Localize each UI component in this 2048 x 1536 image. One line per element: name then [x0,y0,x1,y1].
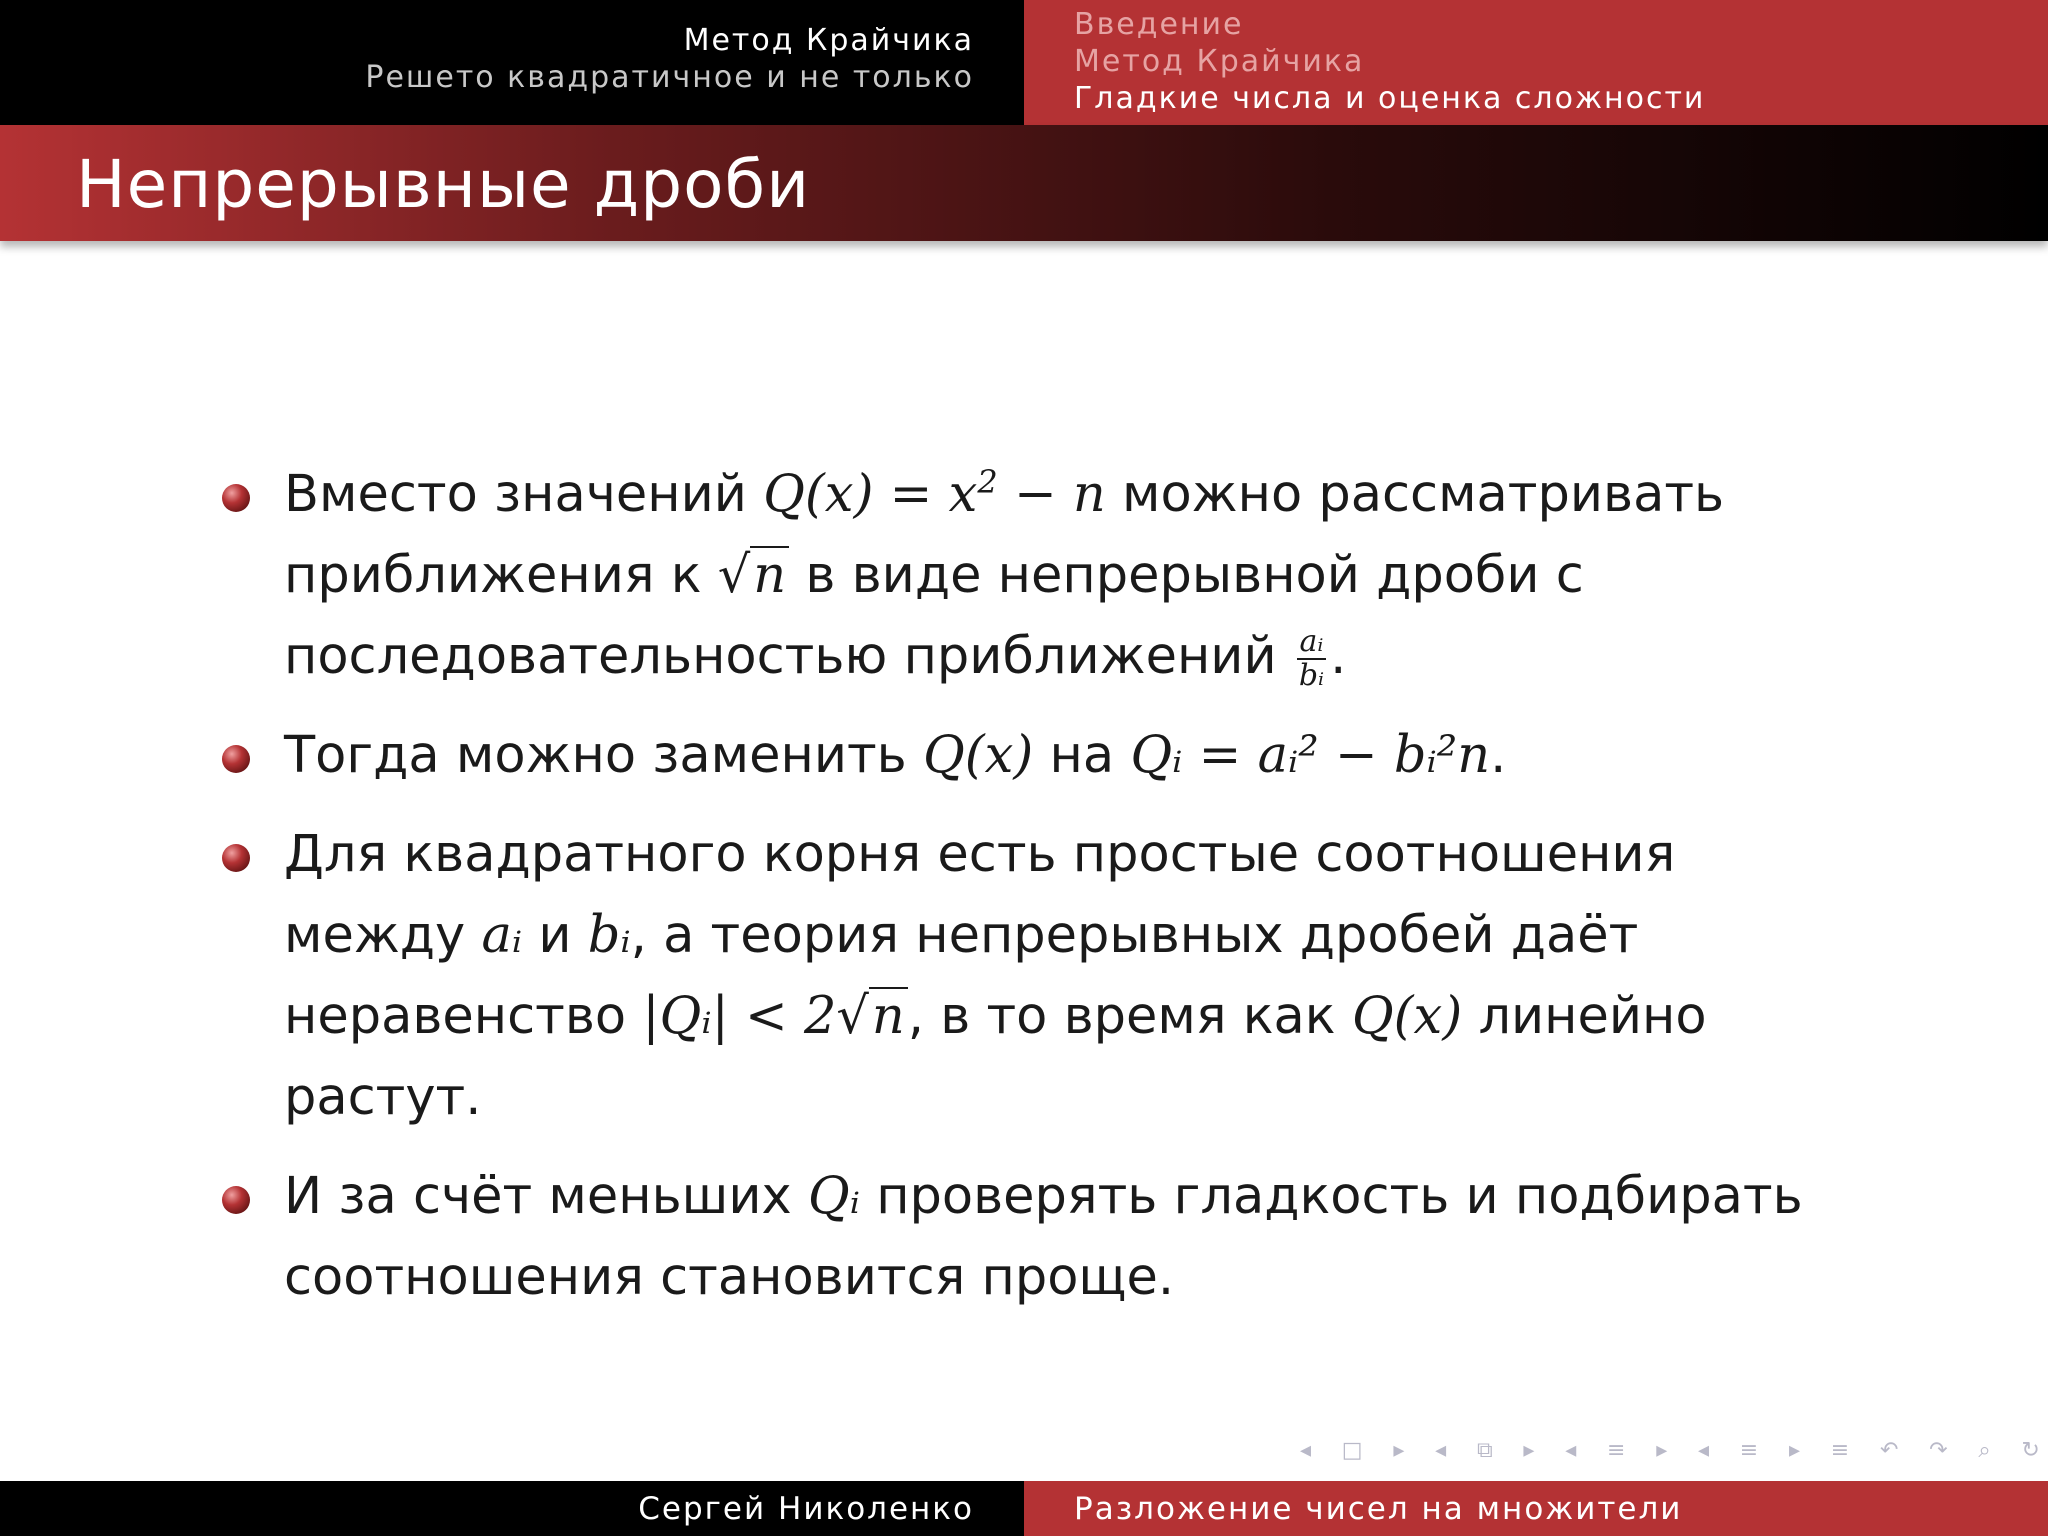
search-icon[interactable]: ⌕ [1978,1438,1991,1463]
bullet-text: на [1049,726,1115,785]
bullet-text: проверять гладкость и подбирать соотношения становится проще. [284,1167,1803,1307]
bullet-list [222,454,1862,1336]
header-bar [0,0,2048,125]
short-title[interactable]: Метод Крайчика [683,23,974,58]
section-link-kraitchik[interactable]: Метод Крайчика [1074,44,1365,79]
footer-author: Сергей Николенко [0,1481,1024,1536]
next-subsection-icon[interactable]: ▸ [1656,1438,1668,1463]
math-expression: Qᵢ [807,1167,860,1226]
bullet-text: можно рассматривать приближения к [284,465,1725,605]
math-expression: Qᵢ = aᵢ² − bᵢ²n [1130,726,1491,785]
bullet-ball-icon [222,745,250,773]
math-expression: Q(x) [1351,987,1463,1046]
bullet-text: И за счёт меньших [284,1167,792,1226]
sqrt-expression: √n [718,546,789,605]
math-text: Q(x) = x [763,465,978,524]
sqrt-argument: n [869,987,908,1045]
sqrt-expression: √n [836,987,907,1046]
slide-body [0,241,2048,1481]
forward-icon[interactable]: ↷ [1929,1438,1948,1463]
bullet-text: и [538,906,572,965]
math-expression: bᵢ [587,906,631,965]
slide-icon[interactable]: □ [1341,1438,1363,1463]
bullet-item [222,814,1862,1138]
bullet-text: . [1490,726,1507,785]
bullet-text: , а теория непрерывных дробей даёт неравенство [284,906,1639,1046]
prev-frame-icon[interactable]: ◂ [1435,1438,1447,1463]
math-superscript: 2 [977,463,998,501]
bullet-text: Для квадратного корня есть простые соотношения между [284,825,1676,965]
frame-title: Непрерывные дроби [76,146,811,223]
section-nav [1024,0,2048,125]
header-left [0,0,1024,125]
section-link-smooth-numbers[interactable]: Гладкие числа и оценка сложности [1074,81,1706,116]
subsection-icon[interactable]: ≡ [1607,1438,1626,1463]
sqrt-argument: n [750,546,789,604]
back-icon[interactable]: ↶ [1879,1438,1899,1463]
document-icon[interactable]: ≡ [1830,1438,1850,1463]
prev-section-icon[interactable]: ◂ [1697,1438,1710,1463]
frame-icon[interactable]: ⧉ [1476,1438,1493,1463]
bullet-item [222,454,1862,697]
fraction [1297,626,1326,692]
math-expression: aᵢ [481,906,523,965]
frame-title-bar [0,125,2048,241]
footer-title: Разложение чисел на множители [1024,1481,2048,1536]
math-expression [763,465,1106,524]
math-expression: |Qᵢ| < 2 [642,987,837,1046]
bullet-item [222,715,1862,796]
prev-subsection-icon[interactable]: ◂ [1565,1438,1577,1463]
next-section-icon[interactable]: ▸ [1788,1438,1801,1463]
next-slide-icon[interactable]: ▸ [1393,1438,1405,1463]
fraction-numerator: aᵢ [1297,626,1326,660]
navigation-symbols [1300,1436,2040,1466]
fraction-denominator: bᵢ [1298,658,1325,693]
section-link-intro[interactable]: Введение [1074,7,1244,42]
bullet-ball-icon [222,484,250,512]
bullet-ball-icon [222,1186,250,1214]
next-frame-icon[interactable]: ▸ [1523,1438,1535,1463]
bullet-text: Тогда можно заменить [284,726,907,785]
bullet-ball-icon [222,844,250,872]
math-text: − n [997,465,1106,524]
refresh-icon[interactable]: ↻ [2021,1438,2040,1463]
talk-title[interactable]: Решето квадратичное и не только [365,60,974,95]
math-expression: Q(x) [922,726,1034,785]
prev-slide-icon[interactable]: ◂ [1300,1438,1312,1463]
bullet-item [222,1156,1862,1318]
bullet-text: , в то время как [907,987,1336,1046]
footer-bar [0,1481,2048,1536]
section-icon[interactable]: ≡ [1739,1438,1759,1463]
bullet-text: линейно растут. [284,987,1707,1127]
bullet-text: в виде непрерывной дроби с последовательностью приближений [284,546,1584,686]
bullet-text: . [1330,627,1347,686]
bullet-text: Вместо значений [284,465,747,524]
